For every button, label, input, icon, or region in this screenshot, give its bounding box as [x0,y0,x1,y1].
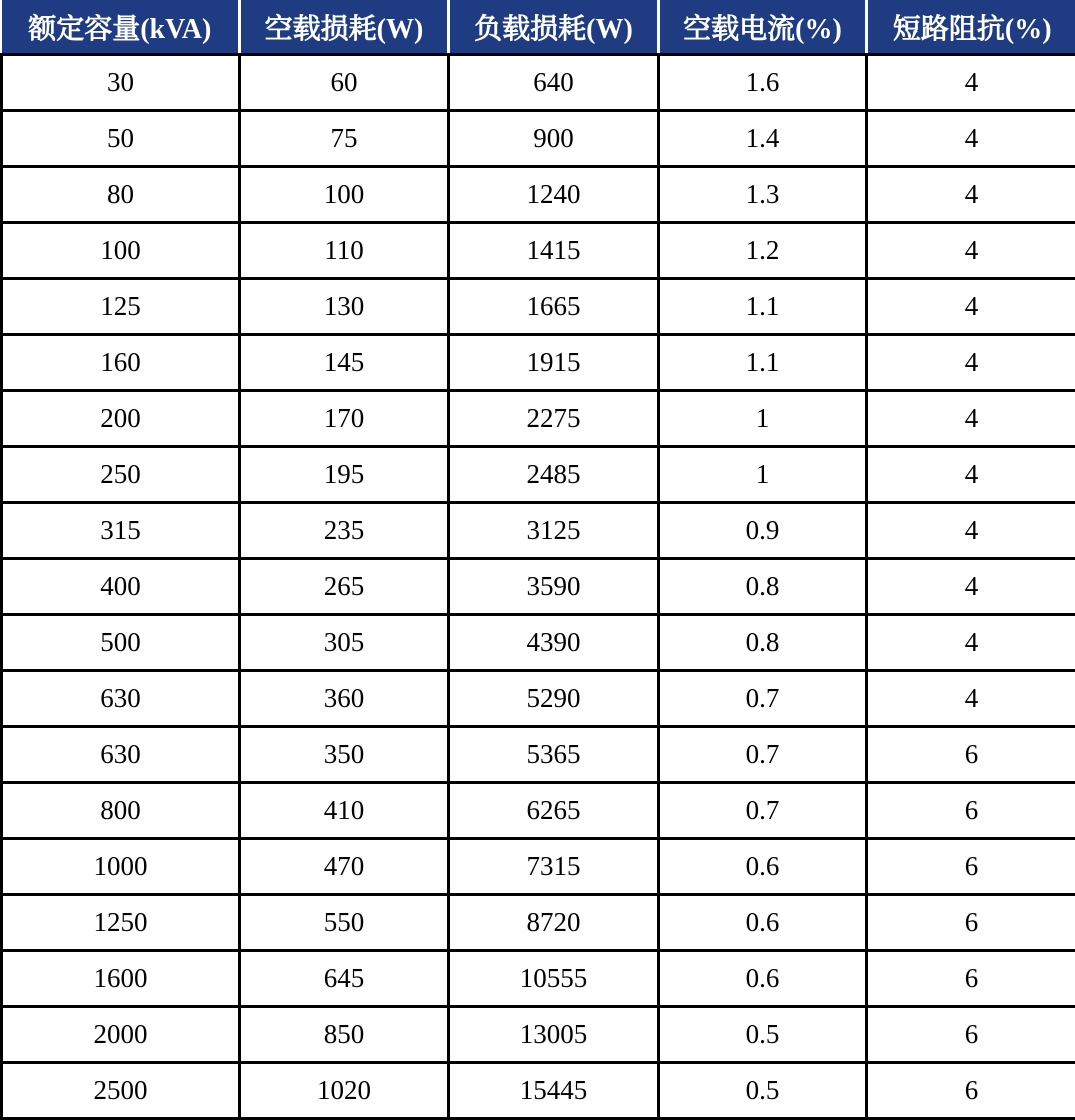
cell-short-circuit-impedance: 4 [867,279,1075,335]
cell-short-circuit-impedance: 4 [867,615,1075,671]
cell-no-load-current: 1.4 [659,111,867,167]
cell-no-load-loss: 100 [240,167,449,223]
table-row [2,279,1075,335]
cell-short-circuit-impedance: 6 [867,783,1075,839]
cell-load-loss: 4390 [449,615,659,671]
cell-load-loss: 1665 [449,279,659,335]
table-row [2,223,1075,279]
header-no-load-loss: 空载损耗(W) [240,0,449,55]
cell-no-load-current: 0.5 [659,1063,867,1119]
table-row [2,55,1075,111]
cell-no-load-loss: 305 [240,615,449,671]
cell-no-load-loss: 195 [240,447,449,503]
cell-short-circuit-impedance: 6 [867,1063,1075,1119]
cell-no-load-current: 0.7 [659,671,867,727]
cell-no-load-loss: 550 [240,895,449,951]
header-row [2,0,1075,55]
cell-no-load-current: 1 [659,391,867,447]
cell-no-load-loss: 470 [240,839,449,895]
cell-short-circuit-impedance: 6 [867,839,1075,895]
cell-short-circuit-impedance: 4 [867,559,1075,615]
cell-short-circuit-impedance: 4 [867,671,1075,727]
cell-load-loss: 15445 [449,1063,659,1119]
table-row [2,559,1075,615]
cell-no-load-loss: 75 [240,111,449,167]
cell-no-load-current: 0.5 [659,1007,867,1063]
cell-rated-capacity: 1250 [2,895,240,951]
cell-no-load-current: 0.8 [659,559,867,615]
header-rated-capacity: 额定容量(kVA) [2,0,240,55]
cell-short-circuit-impedance: 4 [867,111,1075,167]
cell-no-load-loss: 110 [240,223,449,279]
cell-rated-capacity: 200 [2,391,240,447]
cell-rated-capacity: 2000 [2,1007,240,1063]
cell-no-load-loss: 170 [240,391,449,447]
cell-no-load-current: 0.6 [659,895,867,951]
cell-load-loss: 3125 [449,503,659,559]
table-row [2,447,1075,503]
cell-load-loss: 2485 [449,447,659,503]
cell-no-load-current: 1.6 [659,55,867,111]
cell-no-load-loss: 360 [240,671,449,727]
table-row [2,839,1075,895]
cell-load-loss: 1240 [449,167,659,223]
cell-no-load-loss: 130 [240,279,449,335]
cell-rated-capacity: 160 [2,335,240,391]
cell-no-load-loss: 850 [240,1007,449,1063]
cell-load-loss: 5365 [449,727,659,783]
cell-no-load-loss: 350 [240,727,449,783]
cell-load-loss: 640 [449,55,659,111]
cell-rated-capacity: 630 [2,727,240,783]
cell-load-loss: 5290 [449,671,659,727]
cell-no-load-current: 0.6 [659,951,867,1007]
cell-rated-capacity: 50 [2,111,240,167]
cell-short-circuit-impedance: 6 [867,727,1075,783]
cell-rated-capacity: 250 [2,447,240,503]
cell-rated-capacity: 500 [2,615,240,671]
cell-rated-capacity: 100 [2,223,240,279]
header-short-circuit-impedance: 短路阻抗(%) [867,0,1075,55]
cell-no-load-loss: 645 [240,951,449,1007]
cell-no-load-current: 1.1 [659,279,867,335]
cell-no-load-current: 1.2 [659,223,867,279]
table-row [2,111,1075,167]
cell-short-circuit-impedance: 4 [867,447,1075,503]
cell-no-load-loss: 235 [240,503,449,559]
cell-load-loss: 13005 [449,1007,659,1063]
header-load-loss: 负载损耗(W) [449,0,659,55]
cell-no-load-loss: 145 [240,335,449,391]
cell-no-load-loss: 265 [240,559,449,615]
table-row [2,727,1075,783]
cell-short-circuit-impedance: 6 [867,1007,1075,1063]
table-header [2,0,1075,55]
table-row [2,615,1075,671]
cell-short-circuit-impedance: 4 [867,223,1075,279]
table-row [2,671,1075,727]
cell-rated-capacity: 800 [2,783,240,839]
table-row [2,1007,1075,1063]
cell-load-loss: 10555 [449,951,659,1007]
cell-no-load-loss: 1020 [240,1063,449,1119]
table-row [2,335,1075,391]
cell-short-circuit-impedance: 6 [867,951,1075,1007]
cell-no-load-current: 0.7 [659,783,867,839]
table-row [2,783,1075,839]
cell-no-load-current: 0.9 [659,503,867,559]
cell-no-load-current: 1 [659,447,867,503]
cell-load-loss: 900 [449,111,659,167]
cell-load-loss: 6265 [449,783,659,839]
cell-no-load-current: 1.3 [659,167,867,223]
cell-rated-capacity: 400 [2,559,240,615]
cell-rated-capacity: 315 [2,503,240,559]
table-row [2,391,1075,447]
cell-load-loss: 1915 [449,335,659,391]
cell-no-load-current: 0.7 [659,727,867,783]
cell-load-loss: 3590 [449,559,659,615]
cell-rated-capacity: 30 [2,55,240,111]
table-row [2,895,1075,951]
table-body [2,55,1075,1119]
cell-rated-capacity: 2500 [2,1063,240,1119]
cell-short-circuit-impedance: 4 [867,391,1075,447]
cell-no-load-current: 0.8 [659,615,867,671]
cell-load-loss: 8720 [449,895,659,951]
table-row [2,951,1075,1007]
cell-rated-capacity: 125 [2,279,240,335]
cell-load-loss: 7315 [449,839,659,895]
cell-no-load-loss: 410 [240,783,449,839]
cell-short-circuit-impedance: 4 [867,335,1075,391]
cell-short-circuit-impedance: 4 [867,167,1075,223]
cell-no-load-current: 1.1 [659,335,867,391]
cell-short-circuit-impedance: 6 [867,895,1075,951]
cell-rated-capacity: 80 [2,167,240,223]
cell-no-load-loss: 60 [240,55,449,111]
table-row [2,167,1075,223]
table-row [2,503,1075,559]
header-no-load-current: 空载电流(%) [659,0,867,55]
table-row [2,1063,1075,1119]
cell-rated-capacity: 1000 [2,839,240,895]
cell-no-load-current: 0.6 [659,839,867,895]
cell-rated-capacity: 1600 [2,951,240,1007]
cell-load-loss: 2275 [449,391,659,447]
cell-short-circuit-impedance: 4 [867,55,1075,111]
cell-rated-capacity: 630 [2,671,240,727]
cell-load-loss: 1415 [449,223,659,279]
cell-short-circuit-impedance: 4 [867,503,1075,559]
